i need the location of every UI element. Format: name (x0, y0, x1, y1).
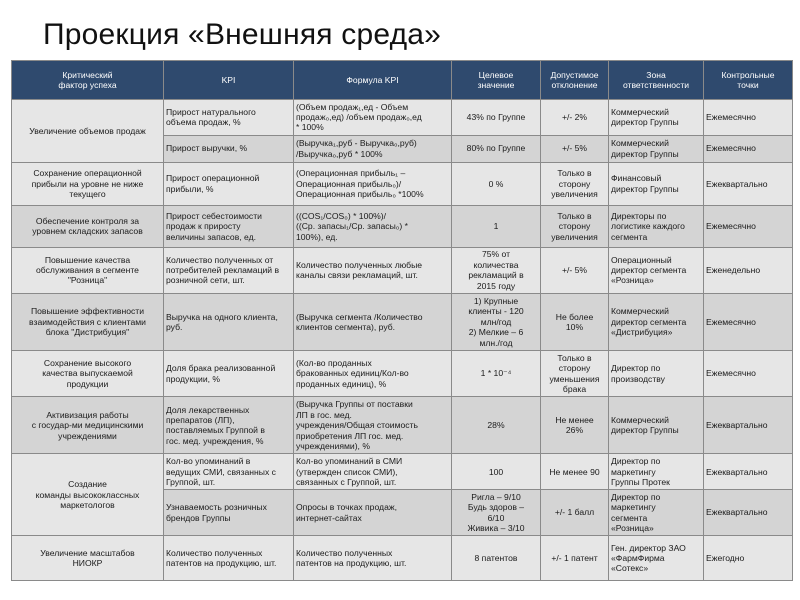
text-line: Повышение качества (44, 254, 131, 265)
text-line: Директор по (611, 363, 661, 374)
text-line: Еженедельно (706, 265, 761, 276)
text-line: Допустимое (550, 69, 599, 80)
text-line: Ген. директор ЗАО (611, 542, 686, 553)
text-line: Прирост себестоимости (166, 210, 262, 221)
text-line: Директоры по (611, 210, 667, 221)
factor-cell (12, 162, 164, 206)
text-line: 2) Мелкие – 6 (468, 327, 524, 338)
table-row (12, 100, 793, 136)
text-line: сторону (558, 178, 591, 189)
table-row (12, 206, 793, 248)
formula-cell (294, 351, 452, 397)
text-line: (Выручка Группы от поставки (296, 399, 413, 410)
text-line: прибыли, % (166, 183, 214, 194)
text-line: Операционный (611, 254, 672, 265)
kpi-cell (164, 351, 294, 397)
text-line: Прирост натурального (166, 106, 256, 117)
text-line: 28% (487, 420, 505, 431)
table-row (12, 397, 793, 454)
text-line: клиентов сегмента), руб. (296, 321, 396, 332)
text-line: (Выручка сегмента /Количество (296, 311, 423, 322)
text-line: Увеличение объемов продаж (29, 125, 146, 136)
text-line: ((COS₁/COS₀) * 100%)/ (296, 210, 387, 221)
text-line: 1 * 10⁻⁴ (480, 368, 512, 379)
text-line: каналы связи рекламаций, шт. (296, 270, 418, 281)
formula-cell (294, 206, 452, 248)
text-line: сегмента (611, 231, 648, 242)
text-line: интернет-сайтах (296, 512, 362, 523)
responsibility-cell (609, 397, 704, 454)
factor-cell (12, 100, 164, 163)
header-zone (609, 61, 704, 100)
text-line: директор Группы (611, 148, 679, 159)
deviation-cell (541, 162, 609, 206)
target-value-cell (452, 162, 541, 206)
text-line: директор сегмента (611, 316, 687, 327)
formula-cell (294, 100, 452, 136)
factor-cell (12, 351, 164, 397)
responsibility-cell (609, 206, 704, 248)
text-line: Коммерческий (611, 138, 669, 149)
responsibility-cell (609, 162, 704, 206)
table-row (12, 293, 793, 350)
text-line: Создание (68, 479, 107, 490)
kpi-cell (164, 135, 294, 162)
table-header-row (12, 61, 793, 100)
text-line: продаж к приросту (166, 221, 241, 232)
table-row (12, 162, 793, 206)
control-point-cell (704, 351, 793, 397)
text-line: рекламаций в (468, 270, 524, 281)
text-line: Коммерческий (611, 306, 669, 317)
text-line: объема продаж, % (166, 117, 241, 128)
factor-cell (12, 397, 164, 454)
header-control (704, 61, 793, 100)
table-row (12, 247, 793, 293)
deviation-cell (541, 293, 609, 350)
text-line: продукции, % (166, 373, 221, 384)
table-row (12, 536, 793, 581)
text-line: клиенты - 120 (468, 306, 524, 317)
text-line: производству (611, 373, 665, 384)
text-line: директор Группы (611, 183, 679, 194)
text-line: Ежеквартально (706, 507, 768, 518)
text-line: Ежеквартально (706, 466, 768, 477)
text-line: маркетингу (611, 466, 656, 477)
deviation-cell (541, 206, 609, 248)
text-line: НИОКР (72, 558, 103, 569)
text-line: ЛП в гос. мед. (296, 409, 352, 420)
text-line: бракованных единиц/Кол-во (296, 368, 409, 379)
target-value-cell (452, 351, 541, 397)
text-line: «Розница» (611, 523, 654, 534)
text-line: ((Ср. запасы₁/Ср. запасы₀) * (296, 221, 408, 232)
text-line: Операционная прибыль₀)/ (296, 178, 402, 189)
kpi-cell (164, 100, 294, 136)
text-line: ведущих СМИ, связанных с (166, 466, 276, 477)
text-line: 26% (565, 425, 584, 436)
kpi-cell (164, 293, 294, 350)
text-line: (Операционная прибыль₁ – (296, 168, 406, 179)
text-line: увеличения (551, 189, 598, 199)
formula-cell (294, 135, 452, 162)
text-line: 80% по Группе (466, 143, 526, 154)
text-line: маркетингу (611, 502, 656, 513)
text-line: отклонение (551, 80, 598, 90)
text-line: Коммерческий (611, 106, 669, 117)
deviation-cell (541, 247, 609, 293)
text-line: Не менее 90 (549, 466, 600, 477)
text-line: Ежемесячно (706, 112, 756, 123)
responsibility-cell (609, 247, 704, 293)
text-line: Количество полученных любые (296, 259, 423, 270)
text-line: 43% по Группе (466, 112, 526, 123)
text-line: значение (477, 80, 515, 90)
target-value-cell (452, 397, 541, 454)
text-line: Сохранение операционной (33, 168, 142, 179)
text-line: Ежемесячно (706, 316, 756, 327)
text-line: +/- 1 патент (551, 552, 598, 563)
text-line: Выручка на одного клиента, (166, 311, 278, 322)
text-line: учреждения/Общая стоимость (296, 420, 418, 431)
text-line: +/- 2% (561, 112, 588, 123)
text-line: «Розница» (611, 275, 654, 286)
text-line: Целевое (478, 69, 514, 80)
header-factor (12, 61, 164, 100)
text-line: Активизация работы (46, 409, 129, 420)
deviation-cell (541, 351, 609, 397)
control-point-cell (704, 293, 793, 350)
kpi-cell (164, 454, 294, 490)
text-line: уровнем складских запасов (32, 226, 143, 237)
text-line: Группы Протек (611, 476, 670, 487)
target-value-cell (452, 293, 541, 350)
text-line: Зона (646, 69, 666, 80)
formula-cell (294, 397, 452, 454)
text-line: обслуживания в сегменте (36, 265, 139, 276)
text-line: Сохранение высокого (43, 358, 132, 369)
text-line: продаж₀,ед) /объем продаж₀,ед (296, 112, 422, 123)
text-line: связанных с Группой, шт. (296, 476, 397, 487)
responsibility-cell (609, 489, 704, 535)
control-point-cell (704, 536, 793, 581)
text-line: патентов на продукцию, шт. (296, 558, 407, 569)
control-point-cell (704, 100, 793, 136)
text-line: Контрольные (721, 69, 775, 80)
text-line: руб. (166, 321, 183, 332)
text-line: с государ-ми медицинскими (31, 420, 144, 431)
text-line: Коммерческий (611, 414, 669, 425)
text-line: Критический (62, 69, 113, 80)
text-line: прибыли на уровне не ниже (31, 178, 144, 189)
text-line: Количество полученных от (166, 254, 274, 265)
text-line: Не менее (555, 414, 594, 425)
text-line: команды высококлассных (35, 489, 140, 500)
text-line: 75% от (481, 249, 511, 260)
text-line: млн/год (480, 316, 512, 327)
text-line: уменьшения (549, 373, 600, 384)
page-title: Проекция «Внешняя среда» (43, 18, 442, 51)
text-line: точки (737, 80, 759, 90)
text-line: 0 % (488, 178, 504, 189)
text-line: Группой, шт. (166, 476, 216, 487)
kpi-cell (164, 536, 294, 581)
text-line: Ежеквартально (706, 420, 768, 431)
text-line: директор сегмента (611, 265, 687, 276)
formula-cell (294, 454, 452, 490)
text-line: +/- 5% (561, 265, 588, 276)
text-line: * 100% (296, 122, 324, 133)
responsibility-cell (609, 536, 704, 581)
text-line: Прирост выручки, % (166, 143, 248, 154)
text-line: взаимодействия с клиентами (29, 316, 146, 327)
text-line: качества выпускаемой (42, 368, 133, 379)
table-row (12, 454, 793, 490)
text-line: розничной сети, шт. (166, 275, 245, 286)
text-line: директор Группы (611, 425, 679, 436)
text-line: Живика – 3/10 (467, 523, 525, 534)
control-point-cell (704, 162, 793, 206)
text-line: поставляемых Группой в (166, 425, 265, 436)
header-formula: Формула KPI (294, 61, 452, 100)
text-line: Только в (557, 210, 592, 221)
text-line: 1) Крупные (473, 295, 519, 306)
text-line: Будь здоров – (467, 502, 525, 513)
text-line: «Сотекс» (611, 563, 649, 574)
text-line: Не более (555, 311, 594, 322)
factor-cell (12, 247, 164, 293)
text-line: «Дистрибуция» (611, 327, 673, 338)
text-line: (утвержден список СМИ), (296, 466, 398, 477)
text-line: (Объем продаж₁,ед - Объем (296, 101, 409, 112)
text-line: сегмента (611, 512, 648, 523)
text-line: учреждениями (58, 430, 117, 441)
text-line: Только в (557, 352, 592, 363)
text-line: Опросы в точках продаж, (296, 502, 397, 513)
text-line: маркетологов (60, 500, 115, 511)
text-line: текущего (69, 189, 106, 199)
target-value-cell (452, 135, 541, 162)
text-line: препаратов (ЛП), (166, 414, 235, 425)
kpi-cell (164, 489, 294, 535)
target-value-cell (452, 247, 541, 293)
text-line: потребителей рекламаций в (166, 265, 280, 276)
factor-cell (12, 293, 164, 350)
text-line: директор Группы (611, 117, 679, 128)
text-line: продукции (66, 378, 109, 389)
text-line: 1 (493, 221, 499, 232)
deviation-cell (541, 100, 609, 136)
text-line: Прирост операционной (166, 173, 260, 184)
kpi-table (11, 60, 793, 581)
text-line: млн./год (479, 337, 513, 348)
table-row (12, 351, 793, 397)
header-target (452, 61, 541, 100)
text-line: (Кол-во проданных (296, 358, 372, 369)
text-line: Ригла – 9/10 (471, 491, 521, 502)
kpi-cell (164, 247, 294, 293)
text-line: приобретения ЛП гос. мед. (296, 430, 404, 441)
text-line: Ежегодно (706, 552, 745, 563)
text-line: «ФармФирма (611, 552, 665, 563)
text-line: 100 (488, 466, 504, 477)
text-line: "Розница" (67, 275, 108, 286)
control-point-cell (704, 454, 793, 490)
deviation-cell (541, 489, 609, 535)
target-value-cell (452, 100, 541, 136)
text-line: Ежеквартально (706, 178, 768, 189)
responsibility-cell (609, 293, 704, 350)
text-line: гос. мед. учреждения, % (166, 435, 264, 446)
responsibility-cell (609, 100, 704, 136)
text-line: 8 патентов (474, 552, 518, 563)
table-body (12, 100, 793, 581)
text-line: Ежемесячно (706, 221, 756, 232)
text-line: Количество полученных (296, 547, 393, 558)
text-line: Количество полученных (166, 547, 263, 558)
formula-cell (294, 536, 452, 581)
text-line: Доля брака реализованной (166, 363, 276, 374)
formula-cell (294, 162, 452, 206)
text-line: Обеспечение контроля за (35, 215, 140, 226)
text-line: фактор успеха (58, 80, 117, 90)
text-line: /Выручка₀,руб * 100% (296, 148, 383, 159)
responsibility-cell (609, 351, 704, 397)
text-line: брака (562, 384, 587, 395)
target-value-cell (452, 489, 541, 535)
text-line: Кол-во упоминаний в СМИ (296, 456, 403, 467)
text-line: (Выручка₁,руб - Выручка₀,руб) (296, 138, 417, 149)
text-line: +/- 5% (561, 143, 588, 154)
text-line: сторону (558, 221, 591, 232)
text-line: Узнаваемость розничных (166, 502, 267, 513)
text-line: Доля лекарственных (166, 404, 250, 415)
control-point-cell (704, 397, 793, 454)
formula-cell (294, 247, 452, 293)
kpi-cell (164, 397, 294, 454)
deviation-cell (541, 135, 609, 162)
control-point-cell (704, 247, 793, 293)
text-line: Финансовый (611, 173, 662, 184)
text-line: Повышение эффективности (30, 306, 145, 317)
kpi-cell (164, 162, 294, 206)
text-line: Увеличение масштабов (40, 547, 135, 558)
header-kpi: KPI (164, 61, 294, 100)
text-line: сторону (558, 363, 591, 374)
control-point-cell (704, 206, 793, 248)
formula-cell (294, 293, 452, 350)
text-line: Только в (557, 168, 592, 179)
text-line: 6/10 (487, 512, 505, 523)
text-line: патентов на продукцию, шт. (166, 558, 277, 569)
header-deviation (541, 61, 609, 100)
control-point-cell (704, 489, 793, 535)
text-line: +/- 1 балл (554, 507, 595, 518)
deviation-cell (541, 536, 609, 581)
text-line: блока "Дистрибуция" (45, 327, 130, 338)
deviation-cell (541, 454, 609, 490)
factor-cell (12, 206, 164, 248)
text-line: логистике каждого (611, 221, 685, 232)
text-line: Операционная прибыль₀ *100% (296, 189, 424, 199)
target-value-cell (452, 454, 541, 490)
deviation-cell (541, 397, 609, 454)
text-line: величины запасов, ед. (166, 231, 257, 242)
text-line: Директор по (611, 491, 661, 502)
responsibility-cell (609, 454, 704, 490)
text-line: брендов Группы (166, 512, 231, 523)
text-line: Директор по (611, 456, 661, 467)
kpi-cell (164, 206, 294, 248)
text-line: 10% (565, 321, 584, 332)
text-line: Ежемесячно (706, 368, 756, 379)
text-line: 100%), ед. (296, 231, 338, 242)
text-line: Ежемесячно (706, 143, 756, 154)
text-line: проданных единиц), % (296, 378, 387, 389)
text-line: количества (473, 259, 519, 270)
responsibility-cell (609, 135, 704, 162)
factor-cell (12, 536, 164, 581)
text-line: 2015 году (476, 280, 516, 291)
target-value-cell (452, 536, 541, 581)
text-line: увеличения (551, 231, 598, 242)
control-point-cell (704, 135, 793, 162)
text-line: Кол-во упоминаний в (166, 456, 251, 467)
target-value-cell (452, 206, 541, 248)
text-line: учреждениями), % (296, 441, 370, 451)
factor-cell (12, 454, 164, 536)
text-line: ответственности (622, 80, 690, 90)
formula-cell (294, 489, 452, 535)
